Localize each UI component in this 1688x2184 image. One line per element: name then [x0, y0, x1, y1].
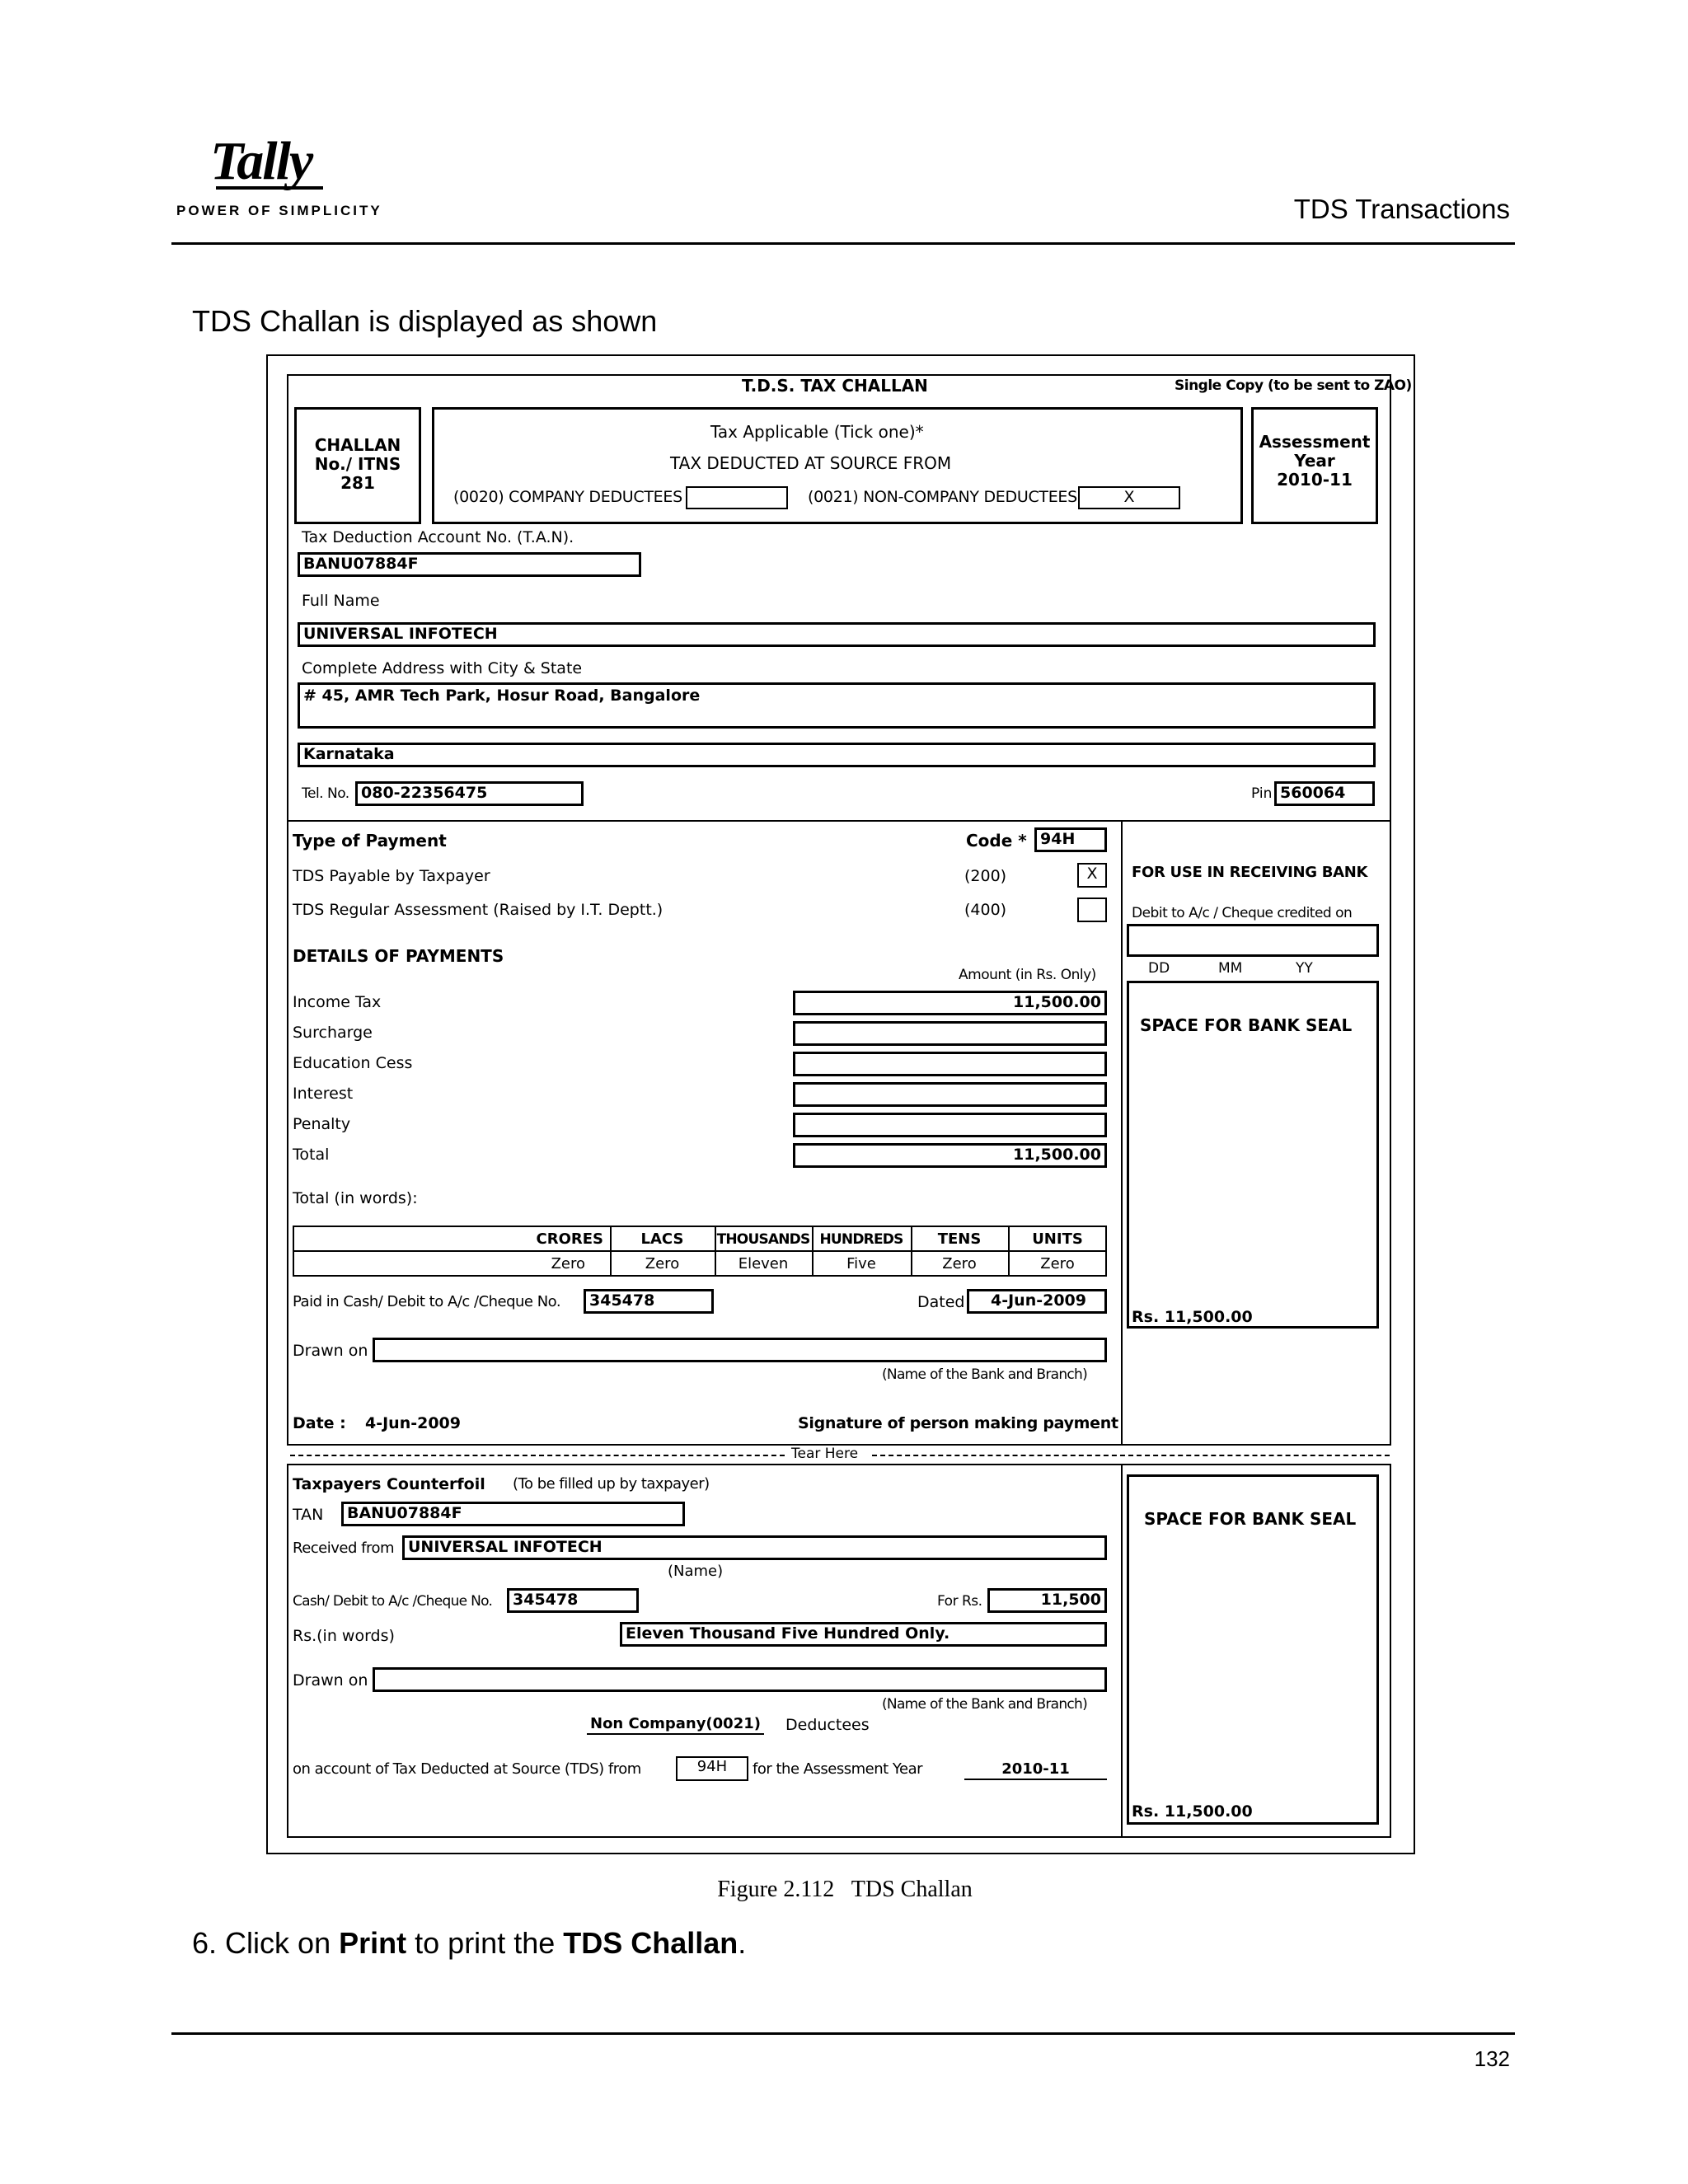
amount-label: Amount (in Rs. Only) — [959, 967, 1096, 983]
step-number: 6. — [192, 1926, 218, 1960]
tds-regular-code: (400) — [964, 901, 1007, 919]
payment-field-total[interactable]: 11,500.00 — [793, 1143, 1107, 1168]
tally-logo: Tally — [210, 131, 312, 191]
bank-use-label: FOR USE IN RECEIVING BANK — [1132, 864, 1368, 881]
counterfoil-assessment-year: 2010-11 — [964, 1760, 1107, 1780]
tear-line-left — [290, 1455, 785, 1456]
bank-seal-amount: Rs. 11,500.00 — [1132, 1308, 1253, 1326]
dd-label: DD — [1148, 960, 1170, 977]
total-words-label: Total (in words): — [293, 1189, 418, 1207]
counterfoil-drawn-on-label: Drawn on — [293, 1671, 368, 1690]
tax-applicable-label: Tax Applicable (Tick one)* — [710, 422, 924, 442]
header-rule — [171, 242, 1515, 245]
tel-label: Tel. No. — [302, 785, 349, 802]
payment-label-total: Total — [293, 1146, 330, 1164]
tds-regular-label: TDS Regular Assessment (Raised by I.T. Deptt.) — [293, 901, 663, 919]
counterfoil-drawn-on-field[interactable] — [373, 1667, 1107, 1692]
footer-rule — [171, 2032, 1515, 2035]
company-deductees-checkbox[interactable] — [686, 486, 788, 509]
words-header-hundreds: HUNDREDS — [819, 1231, 903, 1248]
counterfoil-bank-seal-amount: Rs. 11,500.00 — [1132, 1802, 1253, 1821]
bank-seal-label: SPACE FOR BANK SEAL — [1140, 1015, 1353, 1035]
debit-date-field[interactable] — [1127, 924, 1379, 957]
rs-words-field[interactable]: Eleven Thousand Five Hundred Only. — [620, 1622, 1107, 1647]
counterfoil-title: Taxpayers Counterfoil — [293, 1475, 485, 1493]
section-divider — [287, 820, 1391, 822]
address-field[interactable]: # 45, AMR Tech Park, Hosur Road, Bangalore — [298, 682, 1376, 729]
drawn-on-field[interactable] — [373, 1338, 1107, 1362]
for-rs-field[interactable]: 11,500 — [987, 1588, 1107, 1613]
step-text-mid: to print the — [415, 1926, 556, 1960]
words-header-crores: CRORES — [536, 1230, 603, 1248]
address-label: Complete Address with City & State — [302, 659, 583, 677]
account-text-1: on account of Tax Deducted at Source (TDS) from — [293, 1760, 641, 1778]
words-value-units: Zero — [1040, 1255, 1075, 1272]
date-label: Date : — [293, 1414, 346, 1432]
assessment-year-value: 2010-11 — [1277, 470, 1353, 490]
assessment-label-2: Year — [1294, 451, 1335, 471]
details-title: DETAILS OF PAYMENTS — [293, 946, 504, 966]
tds-regular-checkbox[interactable] — [1077, 898, 1107, 922]
dated-field[interactable]: 4-Jun-2009 — [967, 1289, 1107, 1314]
step-text-end: . — [738, 1926, 747, 1960]
code-field[interactable]: 94H — [1034, 827, 1107, 852]
words-value-crores: Zero — [551, 1255, 585, 1272]
bank-column-divider — [1121, 820, 1123, 1446]
debit-label: Debit to A/c / Cheque credited on — [1132, 905, 1353, 921]
deductee-type: Non Company(0021) — [587, 1715, 764, 1735]
intro-text: TDS Challan is displayed as shown — [192, 304, 658, 338]
payment-label-income-tax: Income Tax — [293, 993, 382, 1011]
counterfoil-cheque-field[interactable]: 345478 — [507, 1588, 639, 1613]
deductees-label: Deductees — [785, 1716, 870, 1734]
drawn-on-label: Drawn on — [293, 1342, 368, 1360]
company-deductees-label: (0020) COMPANY DEDUCTEES — [453, 488, 682, 506]
tan-field[interactable]: BANU07884F — [298, 552, 641, 577]
received-from-field[interactable]: UNIVERSAL INFOTECH — [402, 1535, 1107, 1560]
instruction-step — [192, 1925, 746, 1961]
page-number: 132 — [1474, 2046, 1510, 2071]
payment-label-interest: Interest — [293, 1085, 354, 1103]
tan-label: Tax Deduction Account No. (T.A.N). — [302, 528, 574, 546]
words-value-thousands: Eleven — [738, 1255, 789, 1272]
counterfoil-note: (To be filled up by taxpayer) — [513, 1475, 710, 1493]
payment-label-penalty: Penalty — [293, 1115, 351, 1133]
payment-field-education-cess[interactable] — [793, 1052, 1107, 1076]
full-name-field[interactable]: UNIVERSAL INFOTECH — [298, 622, 1376, 647]
paid-label: Paid in Cash/ Debit to A/c /Cheque No. — [293, 1293, 561, 1310]
tds-from-label: TAX DEDUCTED AT SOURCE FROM — [670, 453, 952, 473]
section-code-field[interactable]: 94H — [676, 1756, 748, 1781]
challan-no-label: CHALLAN — [314, 435, 401, 455]
name-caption: (Name) — [668, 1563, 724, 1580]
address-state-field[interactable]: Karnataka — [298, 743, 1376, 767]
payment-label-surcharge: Surcharge — [293, 1024, 373, 1042]
words-value-hundreds: Five — [846, 1255, 876, 1272]
payment-field-surcharge[interactable] — [793, 1021, 1107, 1046]
tear-here-label: Tear Here — [791, 1446, 859, 1462]
challan-no-label-2: No./ ITNS — [314, 454, 401, 474]
code-label: Code * — [966, 831, 1027, 851]
tds-payable-checkbox[interactable]: X — [1077, 863, 1107, 888]
tds-challan-keyword: TDS Challan — [563, 1926, 738, 1960]
date-value: 4-Jun-2009 — [365, 1414, 461, 1432]
non-company-deductees-label: (0021) NON-COMPANY DEDUCTEES — [808, 488, 1077, 506]
assessment-label: Assessment — [1259, 432, 1371, 452]
tear-line-right — [872, 1455, 1390, 1456]
tds-payable-label: TDS Payable by Taxpayer — [293, 867, 490, 885]
challan-no-value: 281 — [340, 473, 375, 493]
words-header-tens: TENS — [937, 1230, 982, 1248]
counterfoil-bank-seal-label: SPACE FOR BANK SEAL — [1144, 1509, 1357, 1529]
counterfoil-cheque-label: Cash/ Debit to A/c /Cheque No. — [293, 1593, 493, 1610]
mm-label: MM — [1218, 960, 1243, 977]
challan-title: T.D.S. TAX CHALLAN — [742, 376, 928, 396]
bank-branch-note: (Name of the Bank and Branch) — [882, 1366, 1088, 1383]
logo-tagline: POWER OF SIMPLICITY — [176, 203, 382, 218]
rs-words-label: Rs.(in words) — [293, 1627, 395, 1645]
full-name-label: Full Name — [302, 592, 380, 610]
counterfoil-tan-label: TAN — [293, 1506, 324, 1524]
words-value-lacs: Zero — [645, 1255, 680, 1272]
figure-caption: Figure 2.112 TDS Challan — [717, 1877, 973, 1902]
payment-field-interest[interactable] — [793, 1082, 1107, 1107]
received-from-label: Received from — [293, 1540, 395, 1557]
counterfoil-bank-branch-note: (Name of the Bank and Branch) — [882, 1696, 1088, 1713]
words-header-lacs: LACS — [640, 1230, 684, 1248]
print-keyword: Print — [339, 1926, 407, 1960]
payment-field-penalty[interactable] — [793, 1113, 1107, 1137]
tel-field[interactable]: 080-22356475 — [355, 781, 584, 806]
for-rs-label: For Rs. — [937, 1593, 982, 1610]
yy-label: YY — [1296, 960, 1313, 977]
words-header-units: UNITS — [1032, 1230, 1083, 1248]
pin-field[interactable]: 560064 — [1274, 781, 1375, 806]
counterfoil-tan-field[interactable]: BANU07884F — [341, 1502, 685, 1526]
pin-label: Pin — [1251, 785, 1273, 802]
tds-payable-code: (200) — [964, 867, 1007, 885]
words-header-thousands: THOUSANDS — [716, 1231, 810, 1248]
payment-label-education-cess: Education Cess — [293, 1054, 413, 1072]
words-table-divider — [293, 1250, 1107, 1252]
logo-swoosh — [216, 186, 323, 190]
counterfoil-column-divider — [1121, 1464, 1123, 1838]
cheque-no-field[interactable]: 345478 — [584, 1289, 714, 1314]
words-value-tens: Zero — [942, 1255, 977, 1272]
step-text-pre: Click on — [225, 1926, 331, 1960]
payment-field-income-tax[interactable]: 11,500.00 — [793, 991, 1107, 1015]
copy-note: Single Copy (to be sent to ZAO) — [1175, 377, 1412, 394]
section-title: TDS Transactions — [1293, 194, 1510, 224]
account-text-2: for the Assessment Year — [753, 1760, 923, 1778]
signature-label: Signature of person making payment — [798, 1414, 1118, 1432]
type-of-payment-label: Type of Payment — [293, 831, 447, 851]
non-company-deductees-checkbox[interactable]: X — [1078, 486, 1180, 509]
dated-label: Dated — [917, 1293, 965, 1311]
